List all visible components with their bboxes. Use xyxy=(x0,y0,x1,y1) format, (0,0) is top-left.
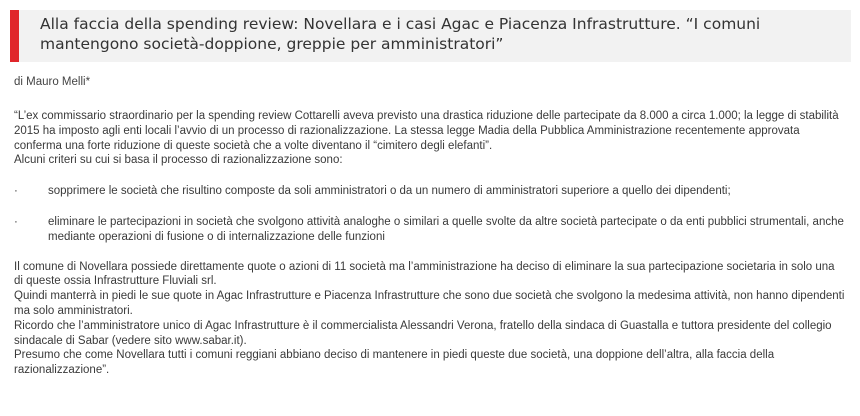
article-title-box xyxy=(10,10,851,62)
article-author: di Mauro Melli* xyxy=(14,76,91,88)
criteria-intro: Alcuni criteri su cui si basa il processo di razionalizzazione sono: xyxy=(14,154,343,167)
bullet-marker: · xyxy=(14,215,18,228)
bullet-text: sopprimere le società che risultino composte da soli amministratori o da un numero di amministratori superiore a quello dei dipendenti; xyxy=(48,185,731,198)
closing-paragraph: Presumo che come Novellara tutti i comuni reggiani abbiano deciso di mantenere in piedi queste due società, una doppione dell’altra, alla faccia della razionalizzazione”. xyxy=(14,349,775,377)
article-body xyxy=(14,109,846,378)
bullet-item xyxy=(14,184,846,199)
bullet-item xyxy=(14,215,846,245)
closing-paragraph: Il comune di Novellara possiede direttamente quote o azioni di 11 società ma l’amministrazione ha deciso di eliminare la sua partecipazione societaria in solo una di queste ossia Infrastrutture Fluviali srl. xyxy=(14,260,835,288)
article-title: Alla faccia della spending review: Novellara e i casi Agac e Piacenza Infrastrutture. “I comuni mantengono società-doppione, greppie per amministratori” xyxy=(40,15,761,53)
bullet-text: eliminare le partecipazioni in società che svolgono attività analoghe o similari a quelle svolte da altre società partecipate o da enti pubblici strumentali, anche mediante operazioni di fusione o di internalizzazione delle funzioni xyxy=(48,215,844,243)
closing-paragraph: Ricordo che l’amministratore unico di Agac Infrastrutture è il commercialista Alessandri Verona, fratello della sindaca di Guastalla e tuttora presidente del collegio sindacale di Sabar (vedere sito www.sabar.it). xyxy=(14,319,832,347)
closing-paragraph: Quindi manterrà in piedi le sue quote in Agac Infrastrutture e Piacenza Infrastrutture che sono due società che svolgono la medesima attività, non hanno dipendenti ma solo amministratori. xyxy=(14,290,845,317)
intro-paragraph: “L’ex commissario straordinario per la spending review Cottarelli aveva previsto una drastica riduzione delle partecipate da 8.000 a circa 1.000; la legge di stabilità 2015 ha imposto agli enti locali l’avvio di un processo di razionalizzazione. La stessa legge Madia della Pubblica Amministrazione recentemente approvata conferma una forte riduzione di queste società che a volte diventano il “cimitero degli elefanti”. xyxy=(14,110,839,152)
bullet-marker: · xyxy=(14,185,18,198)
